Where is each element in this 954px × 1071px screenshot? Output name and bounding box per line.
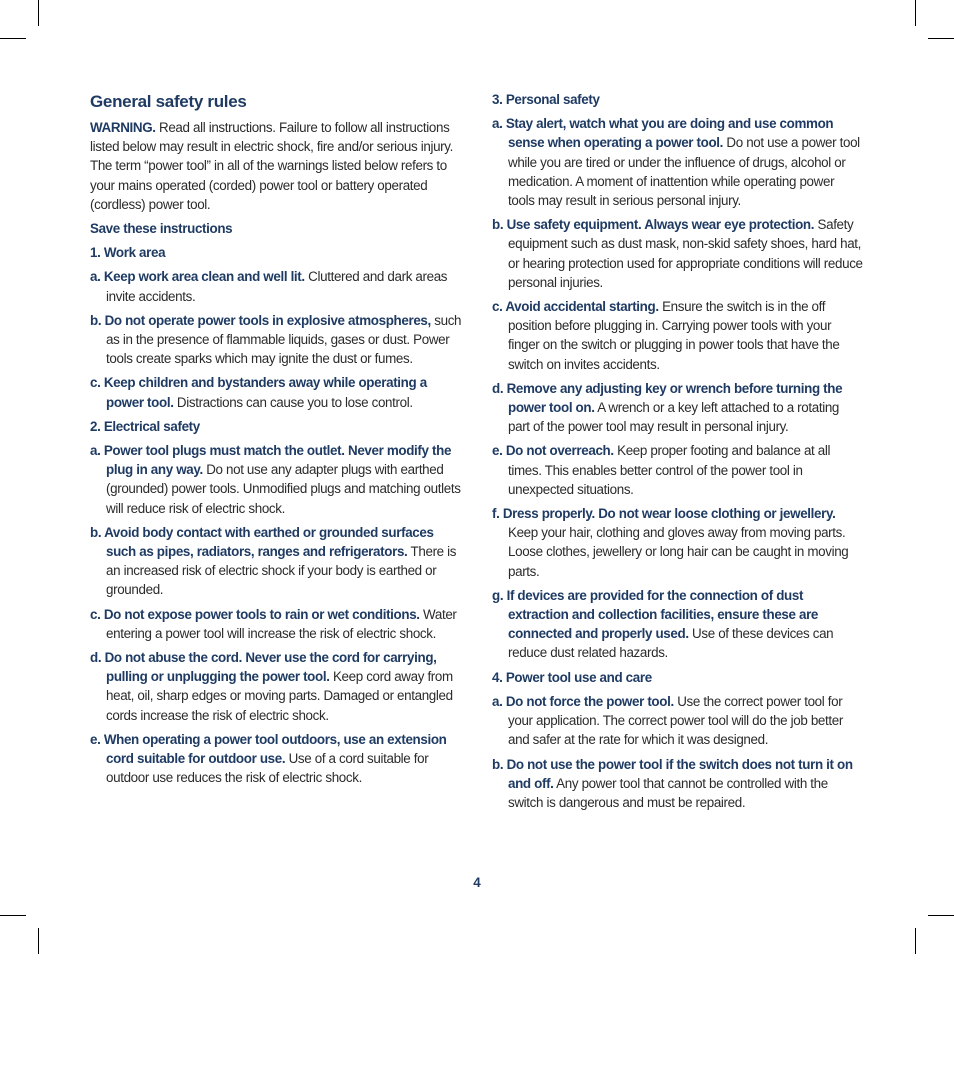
rule-lead: g. If devices are provided for the connection of dust extraction and collection facilities, ensure these are connected and properly used. [492,587,819,642]
page-number: 4 [473,875,481,890]
rule-text: Distractions can cause you to lose control. [173,394,413,410]
rule-item [492,441,864,499]
crop-mark [915,928,916,954]
rule-item [492,755,864,813]
rule-lead: c. Avoid accidental starting. [492,299,659,315]
rule-item [492,215,864,292]
right-column [492,90,864,817]
rule-item [492,504,864,581]
warning-text: Read all instructions. Failure to follow all instructions listed below may result in electric shock, fire and/or serious injury. The term “power tool” in all of the warnings listed below refers to your mains operated (corded) power tool or battery operated (cordless) power tool. [90,120,453,212]
rule-text: Cluttered and dark areas invite accidents. [106,269,448,304]
section-heading-electrical-safety: 2. Electrical safety [90,418,200,434]
rule-item [90,730,464,788]
crop-mark [38,928,39,954]
rule-lead: a. Do not force the power tool. [492,693,674,709]
page-title: General safety rules [90,92,247,111]
rule-lead: c. Keep children and bystanders away while operating a power tool. [90,375,427,410]
crop-mark [38,0,39,26]
rule-item [492,586,864,663]
warning-paragraph [90,118,464,214]
rule-lead: d. Remove any adjusting key or wrench before turning the power tool on. [492,380,843,416]
rule-text: Use of a cord suitable for outdoor use reduces the risk of electric shock. [106,751,429,786]
rule-lead: e. Do not overreach. [492,443,614,459]
rule-text: Use the correct power tool for your application. The correct power tool will do the job better and safer at the rate for which it was designed. [508,693,843,748]
rule-text: Keep proper footing and balance at all times. This enables better control of the power tool in unexpected situations. [508,443,831,497]
rule-item [492,297,864,374]
crop-mark [0,38,26,39]
rule-item [492,379,864,437]
rule-item [90,373,464,411]
rule-lead: b. Avoid body contact with earthed or grounded surfaces such as pipes, radiators, ranges and refrigerators. [90,524,434,560]
rule-item [90,441,464,518]
rule-item [492,692,864,750]
rule-lead: a. Keep work area clean and well lit. [90,269,305,285]
crop-mark [0,915,26,916]
rule-text: Ensure the switch is in the off position before plugging in. Carrying power tools with your finger on the switch or plugging in power tools that have the switch on invites accidents. [508,299,840,372]
rule-lead: b. Do not use the power tool if the switch does not turn it on and off. [492,756,853,791]
rule-text: Water entering a power tool will increase the risk of electric shock. [106,606,457,641]
rule-text: Any power tool that cannot be controlled with the switch is dangerous and must be repaired. [508,775,828,810]
rule-text: There is an increased risk of electric shock if your body is earthed or grounded. [106,544,457,598]
rule-lead: d. Do not abuse the cord. Never use the cord for carrying, pulling or unplugging the power tool. [90,650,437,685]
rule-lead: a. Power tool plugs must match the outlet. Never modify the plug in any way. [90,443,452,478]
rule-lead: c. Do not expose power tools to rain or wet conditions. [90,606,420,622]
rule-item [90,267,464,305]
crop-mark [928,38,954,39]
section-heading-personal-safety: 3. Personal safety [492,92,600,107]
rule-item [90,311,464,369]
rule-text: Do not use a power tool while you are tired or under the influence of drugs, alcohol or medication. A moment of inattention while operating power tools may result in serious personal injury. [508,135,860,209]
rule-text: Safety equipment such as dust mask, non-skid safety shoes, hard hat, or hearing protection used for appropriate conditions will reduce personal injuries. [508,217,863,290]
rule-text: Keep cord away from heat, oil, sharp edges or moving parts. Damaged or entangled cords increase the risk of electric shock. [106,669,453,723]
rule-text: Keep your hair, clothing and gloves away from moving parts. Loose clothes, jewellery or long hair can be caught in moving parts. [508,525,849,579]
crop-mark [915,0,916,26]
rule-lead: e. When operating a power tool outdoors, use an extension cord suitable for outdoor use. [90,731,447,767]
section-heading-power-tool-use: 4. Power tool use and care [492,669,652,685]
rule-item [90,523,464,600]
rule-item [90,605,464,643]
rule-item [90,648,464,725]
section-heading-work-area: 1. Work area [90,245,166,261]
warning-label: WARNING. [90,120,156,135]
rule-text: such as in the presence of flammable liquids, gases or dust. Power tools create sparks which may ignite the dust or fumes. [106,312,462,367]
crop-mark [928,915,954,916]
rule-lead: b. Do not operate power tools in explosive atmospheres, [90,312,431,328]
rule-lead: b. Use safety equipment. Always wear eye protection. [492,217,815,233]
left-column [90,90,464,793]
rule-lead: a. Stay alert, watch what you are doing and use common sense when operating a power tool. [492,116,834,151]
rule-text: Do not use any adapter plugs with earthed (grounded) power tools. Unmodified plugs and matching outlets will reduce risk of electric shock. [106,462,461,516]
save-instructions: Save these instructions [90,221,233,237]
rule-item [492,114,864,210]
rule-lead: f. Dress properly. Do not wear loose clothing or jewellery. [492,506,836,522]
rule-text: Use of these devices can reduce dust related hazards. [508,626,834,661]
rule-text: A wrench or a key left attached to a rotating part of the power tool may result in personal injury. [508,400,840,435]
